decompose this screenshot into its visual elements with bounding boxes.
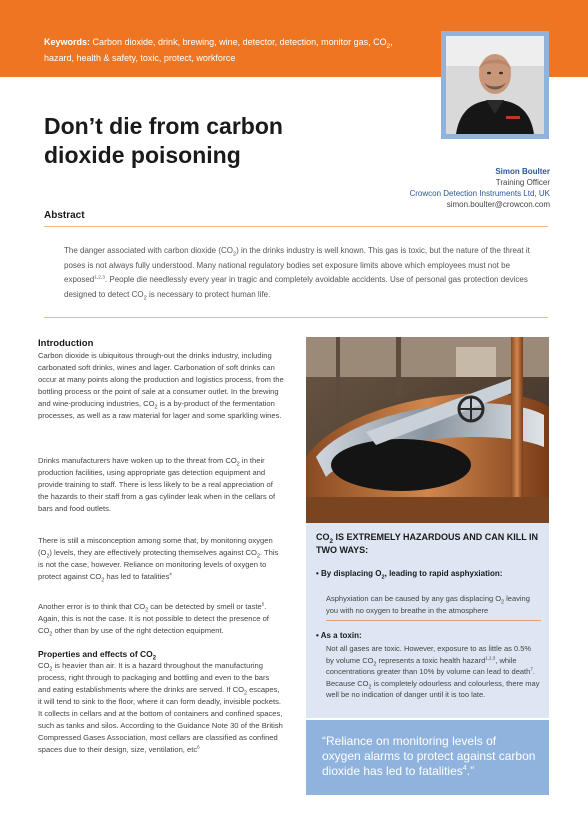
abstract-heading: Abstract (44, 210, 85, 221)
sidebar-item-displacing: • By displacing $O_2$, leading to rapid asphyxiation: (316, 569, 503, 581)
sidebar-item-displacing-text: Asphyxiation can be caused by any gas displacing $O_2$ leaving you with no oxygen to breathe in the atmosphere (326, 593, 541, 621)
pull-quote: “Reliance on monitoring levels of oxygen alarms to protect against carbon dioxide has led to fatalities$^4$.” (322, 734, 536, 778)
author-photo (446, 36, 544, 134)
intro-paragraph-4: Another error is to think that $CO_2$ can be detected by smell or taste$^5$. Again, this is not the case. It is not possible to detect the presence of $CO_2$ other than by use of the right detection equipment. (38, 601, 269, 638)
abstract-text: The danger associated with carbon dioxide $(CO_2)$ in the drinks industry is well known. This gas is toxic, but the nature of the threat it poses is not always fully understood. Many national regulatory bodies set exposure limits above which employees must not be exposed$^{1,2,3}$. People die needlessly every year in tragic and completely avoidable accidents. Use of personal gas protection devices designed to detect $CO_2$ is necessary to protect human life. (64, 246, 530, 302)
author-name: Simon Boulter (495, 167, 550, 176)
properties-section (38, 648, 284, 756)
introduction-heading: Introduction (38, 338, 94, 349)
brewery-tank-photo (306, 337, 549, 523)
introduction-section (38, 338, 284, 422)
keywords-line: Keywords: Carbon dioxide, drink, brewing, wine, detector, detection, monitor gas, $CO_2$, hazard, health & safety, toxic, protect, workforce (44, 37, 393, 63)
author-role: Training Officer (495, 178, 550, 187)
properties-paragraph: $CO_2$ is heavier than air. It is a hazard throughout the manufacturing process, right through to packaging and bottling and even to the bars and eating establishments where the drinks are served. If $CO_2$ escapes, it will tend to sink to the floor, where it can form deadly, invisible pockets. It collects in cellars and at the bottom of containers and confined spaces, such as tanks and silos. According to the Guidance Note 30 of the British Compressed Gases Association, most cellars are classified as confined spaces due to their design, size, ventilation, etc$^6$ (38, 661, 283, 754)
page-title: Don’t die from carbon dioxide poisoning (44, 113, 283, 168)
sidebar-item-toxin: • As a toxin: (316, 631, 362, 640)
sidebar-heading: $CO_2$ IS EXTREMELY HAZARDOUS AND CAN KILL IN TWO WAYS: (316, 532, 539, 555)
keywords-label: Keywords: (44, 37, 91, 47)
intro-paragraph-1: Carbon dioxide is ubiquitous through-out the drinks industry, including carbonated soft drinks, wines and lager. Carbonation of soft drinks can occur at many points along the production and logistics process, from the bottling process or the point of sale at a consumer outlet. In the brewing and wine-producing industries, $CO_2$ is a by-product of the fermentation processes, as well as a raw material for lager and some sparkling wines. (38, 351, 284, 420)
abstract-bottom-rule (44, 317, 548, 318)
author-email[interactable]: simon.boulter@crowcon.com (446, 200, 550, 209)
intro-paragraph-3: There is still a misconception among some that, by monitoring oxygen $(O_2)$ levels, they are effectively protecting themselves against $CO_2$. This is not the case, however. Reliance on monitoring levels of oxygen to protect against $CO_2$ has led to fatalities$^4$ (38, 536, 279, 584)
sidebar-item-toxin-text: Not all gases are toxic. However, exposure to as little as 0.5% by volume $CO_2$ represents a toxic health hazard$^{1,2,3}$, while concentrations greater than 10% by volume can lead to death$^7$. Because $CO_2$ is completely odourless and colourless, there may well be no indication of danger until it is too late. (326, 644, 540, 699)
properties-heading: Properties and effects of $CO_2$ (38, 649, 157, 662)
intro-paragraph-2: Drinks manufacturers have woken up to the threat from $CO_2$ in their production facilities, using appropriate gas detection equipment and provide training to staff. There is less likely to be a real appreciation of the hazards to their staff from a gas cylinder leak when in the cellars of bars and food outlets. (38, 456, 276, 513)
author-block (409, 166, 550, 210)
abstract-top-rule (44, 226, 548, 227)
author-company: Crowcon Detection Instruments Ltd, UK (409, 189, 550, 198)
